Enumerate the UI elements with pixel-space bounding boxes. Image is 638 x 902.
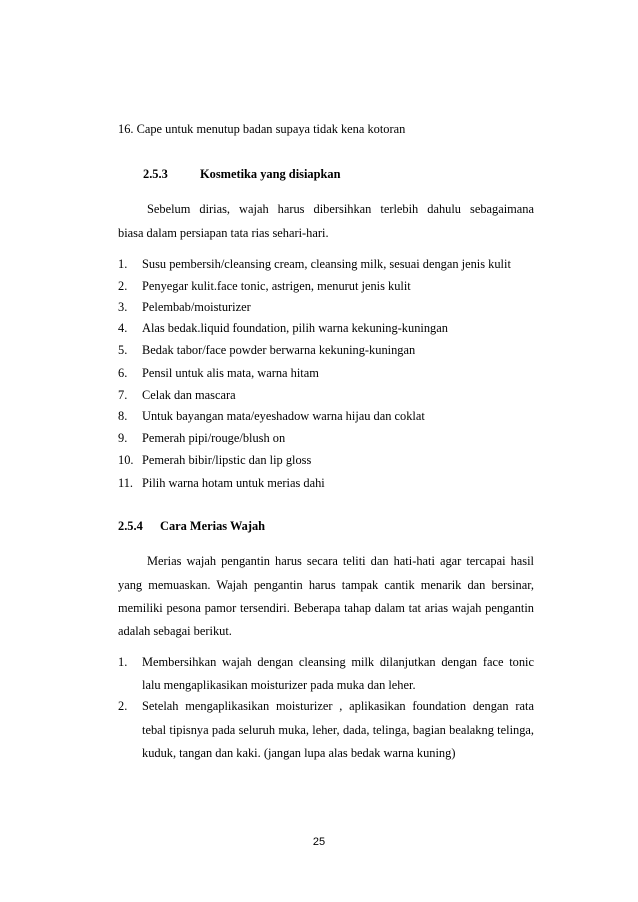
step-2-line-2: tebal tipisnya pada seluruh muka, leher, dada, telinga, bagian bealakng telinga, [142,723,534,737]
section-number-253: 2.5.3 [143,167,168,181]
step-1-line-1: Membersihkan wajah dengan cleansing milk dilanjutkan dengan face tonic [142,655,534,669]
page-number: 25 [312,836,326,848]
step-number-1: 1. [118,655,128,669]
list-item-16: 16. Cape untuk menutup badan supaya tidak kena kotoran [118,122,406,136]
paragraph-254-line-2: yang memuaskan. Wajah pengantin harus tampak cantik menarik dan bersinar, [118,578,534,592]
section-title-253: Kosmetika yang disiapkan [200,167,341,181]
paragraph-253-line-1: Sebelum dirias, wajah harus dibersihkan terlebih dahulu sebagaimana [147,202,534,216]
step-2-line-1: Setelah mengaplikasikan moisturizer , aplikasikan foundation dengan rata [142,699,534,713]
paragraph-253-line-2: biasa dalam persiapan tata rias sehari-hari. [118,226,329,240]
step-1-line-2: lalu mengaplikasikan moisturizer pada muka dan leher. [142,678,416,692]
section-number-254: 2.5.4 [118,519,143,533]
document-page: 16. Cape untuk menutup badan supaya tidak kena kotoran 2.5.3 Kosmetika yang disiapkan Sebelum dirias, wajah harus dibersihkan terlebih dahulu sebagaimana biasa dalam persiapan tata rias sehari-hari. 1. Susu pembersih/cleansing cream, cleansing milk, sesuai dengan jenis kulit 2. Penyegar kulit.face tonic, astrigen, menurut jenis kulit 3. Pelembab/moisturizer 4. Alas bedak.liquid foundation, pilih warna kekuning-kuningan 5. Bedak tabor/face powder berwarna kekuning-kuningan 6. Pensil untuk alis mata, warna hitam 7. Celak dan mascara 8. Untuk bayangan mata/eyeshadow warna hijau dan coklat 9. Pemerah pipi/rouge/blush on 10. Pemerah bibir/lipstic dan lip gloss 11. Pilih warna hotam untuk merias dahi 2.5.4 Cara Merias Wajah Merias wajah pengantin harus secara teliti dan hati-hati agar tercapai hasil yang memuaskan. Wajah pengantin harus tampak cantik menarik dan bersinar, memiliki pesona pamor tersendiri. Beberapa tahap dalam tat arias wajah pengantin adalah sebagai berikut. 1. Membersihkan wajah dengan cleansing milk dilanjutkan dengan face tonic lalu mengaplikasikan moisturizer pada muka dan leher. 2. Setelah mengaplikasikan moisturizer , aplikasikan foundation dengan rata tebal tipisnya pada seluruh muka, leher, dada, telinga, bagian bealakng telinga, kuduk, tangan dan kaki. (jangan lupa alas bedak warna kuning) 25 [0,0,638,902]
section-title-254: Cara Merias Wajah [160,519,266,533]
paragraph-254-line-1: Merias wajah pengantin harus secara teliti dan hati-hati agar tercapai hasil [147,554,534,568]
step-2-line-3: kuduk, tangan dan kaki. (jangan lupa alas bedak warna kuning) [142,746,456,760]
step-number-2: 2. [118,699,128,713]
paragraph-254-line-4: adalah sebagai berikut. [118,624,232,638]
paragraph-254-line-3: memiliki pesona pamor tersendiri. Beberapa tahap dalam tat arias wajah pengantin [118,601,534,615]
